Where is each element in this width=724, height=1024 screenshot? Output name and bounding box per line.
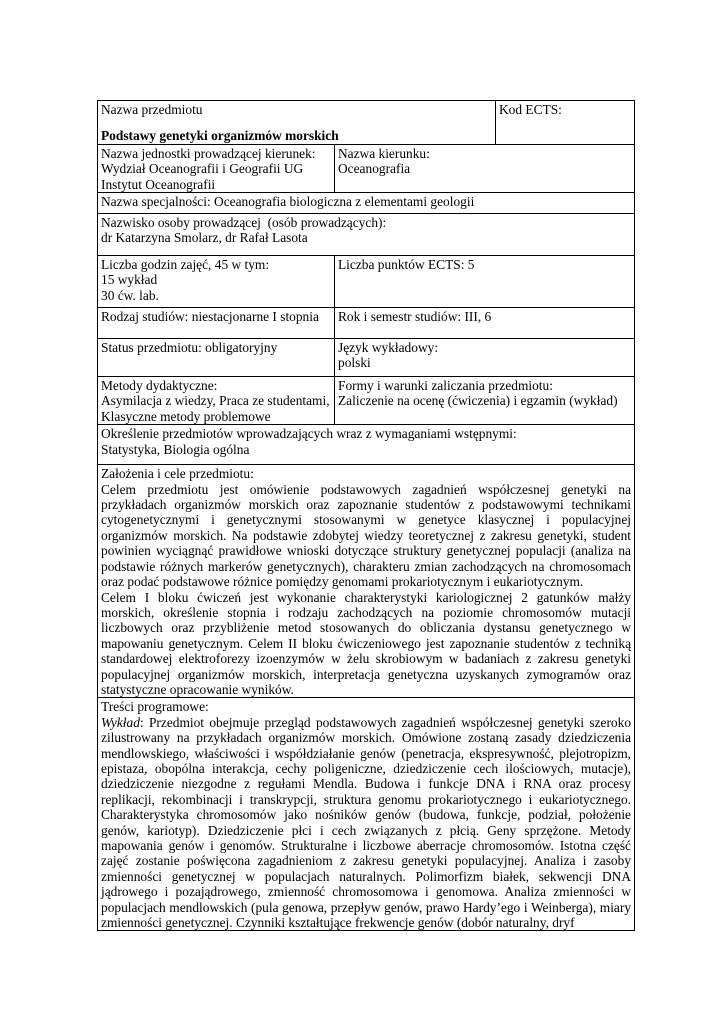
study-type: Rodzaj studiów: niestacjonarne I stopnia (101, 309, 319, 325)
year-semester-cell (335, 308, 635, 339)
methods-line-1: Asymilacja z wiedzy, Praca ze studentami, (101, 393, 330, 409)
course-description-form (97, 100, 635, 931)
row-unit (98, 144, 635, 192)
hours-cell (98, 256, 335, 308)
unit-label: Nazwa jednostki prowadzącej kierunek: (101, 145, 316, 161)
assessment-value: Zaliczenie na ocenę (ćwiczenia) i egzamin (wykład) (338, 393, 618, 409)
goals-paragraph-2: Celem I bloku ćwiczeń jest wykonanie charakterystyki kariologicznej 2 gatunków małży morskich, określenie stopnia i rodzaju zachodzących na poziomie chromosomów mutacji liczbowych oraz przybliżenie metod stosowanych do obliczania dystansu genetycznego w mapowaniu genetycznym. Celem II bloku ćwiczeniowego jest zapoznanie studentów z techniką standardowej elektroforezy izoenzymów w żelu skrobiowym w badaniach z zakresu genetyki populacyjnej organizmów morskich, interpretacja genetyczna uzyskanych zymogramów oraz statystyczne opracowanie wyników. (101, 589, 632, 697)
content-label: Treści programowe: (101, 699, 209, 715)
unit-line-2: Instytut Oceanografii (101, 176, 216, 192)
hours-label: Liczba godzin zajęć, 45 w tym: (101, 257, 270, 273)
prerequisites-value: Statystyka, Biologia ogólna (101, 441, 250, 457)
subject-value: Podstawy genetyki organizmów morskich (101, 128, 339, 144)
language-label: Język wykładowy: (338, 340, 439, 356)
ects-points: Liczba punktów ECTS: 5 (338, 257, 475, 273)
row-goals (98, 465, 635, 698)
row-content (98, 698, 635, 931)
assessment-cell (335, 377, 635, 425)
goals-paragraph-1: Celem przedmiotu jest omówienie podstawowych zagadnień współczesnej genetyki na przykładach organizmów morskich oraz zapoznanie studentów z podstawowymi technikami cytogenetycznymi i genetycznymi stosowanymi w genetyce klasycznej i populacyjnej organizmów morskich. Na podstawie zdobytej wiedzy teoretycznej z zakresu genetyki, student powinien wyciągnąć prawidłowe wnioski dotyczące struktury genetycznej populacji (analiza na podstawie różnych markerów genetycznych), charakteru zmian zachodzących na chromosomach oraz podać podstawowe różnice pomiędzy genomami prokariotycznym i eukariotycznym. (101, 481, 632, 590)
ects-code-label: Kod ECTS: (499, 102, 562, 117)
prerequisites-label: Określenie przedmiotów wprowadzających wraz z wymaganiami wstępnymi: (101, 426, 517, 442)
lecture-text: : Przedmiot obejmuje przegląd podstawowych zagadnień współczesnej genetyki szeroko zilustrowany na przykładach organizmów morskich. Omówione zostaną zasady dziedziczenia mendlowskiego, właściwości i współdziałanie genów (penetracja, ekspresywność, plejotropizm, epistaza, obopólna interakcja, cechy poligeniczne, dziedziczenie cech ilościowych, mutacje), dziedziczenie niezgodne z regułami Mendla. Budowa i funkcje DNA i RNA oraz procesy replikacji, rekombinacji i transkrypcji, struktura genomu prokariotycznego i eukariotycznego. Charakterystyka chromosomów jako nośników genów (budowa, funkcje, podział, położenie genów, kariotyp). Dziedziczenie płci i cech związanych z płcią. Geny sprzężone. Metody mapowania genów i genomów. Strukturalne i liczbowe aberracje chromosomów. Istotna część zajęć zostanie poświęcona zagadnieniom z zakresu genetyki populacyjnej. Analiza i zasoby zmienności genetycznej w populacjach naturalnych. Polimorfizm białek, sekwencji DNA jądrowego i pozajądrowego, zmienność chromosomowa i genomowa. Analiza zmienności w populacjach mendlowskich (pula genowa, przepływ genów, prawo Hardy’ego i Weinberga), miary zmienności genetycznej. Czynniki kształtujące frekwencje genów (dobór naturalny, dryf (101, 714, 632, 931)
content-lecture (101, 715, 631, 931)
methods-line-2: Klasyczne metody problemowe (101, 408, 271, 424)
methods-cell (98, 377, 335, 425)
unit-cell (98, 144, 335, 192)
row-subject (98, 101, 635, 145)
year-semester: Rok i semestr studiów: III, 6 (338, 309, 492, 325)
hours-lab: 30 ćw. lab. (101, 287, 159, 303)
language-cell (335, 339, 635, 377)
row-teachers (98, 214, 635, 256)
teachers-value: dr Katarzyna Smolarz, dr Rafał Lasota (101, 230, 308, 246)
subject-label: Nazwa przedmiotu (101, 102, 203, 117)
content-cell (98, 698, 635, 931)
teachers-label: Nazwisko osoby prowadzącej (osób prowadzących): (101, 215, 387, 231)
teachers-cell (98, 214, 635, 256)
study-type-cell (98, 308, 335, 339)
language-value: polski (338, 355, 371, 371)
specialty-cell (98, 193, 635, 214)
specialty-text: Nazwa specjalności: Oceanografia biologiczna z elementami geologii (101, 194, 475, 210)
row-study-type (98, 308, 635, 339)
ects-code-cell (496, 101, 635, 145)
subject-cell (98, 101, 496, 145)
status-cell (98, 339, 335, 377)
row-methods (98, 377, 635, 425)
goals-cell (98, 465, 635, 698)
row-status (98, 339, 635, 377)
lecture-label: Wykład (101, 714, 140, 730)
row-prerequisites (98, 425, 635, 465)
field-value: Oceanografia (338, 161, 411, 177)
goals-label: Założenia i cele przedmiotu: (101, 466, 254, 482)
unit-line-1: Wydział Oceanografii i Geografii UG (101, 161, 304, 177)
prerequisites-cell (98, 425, 635, 465)
field-label: Nazwa kierunku: (338, 145, 430, 161)
status: Status przedmiotu: obligatoryjny (101, 340, 278, 356)
row-specialty (98, 193, 635, 214)
methods-label: Metody dydaktyczne: (101, 378, 218, 394)
ects-points-cell (335, 256, 635, 308)
row-hours (98, 256, 635, 308)
field-cell (335, 144, 635, 192)
assessment-label: Formy i warunki zaliczania przedmiotu: (338, 378, 553, 394)
hours-lecture: 15 wykład (101, 272, 158, 288)
